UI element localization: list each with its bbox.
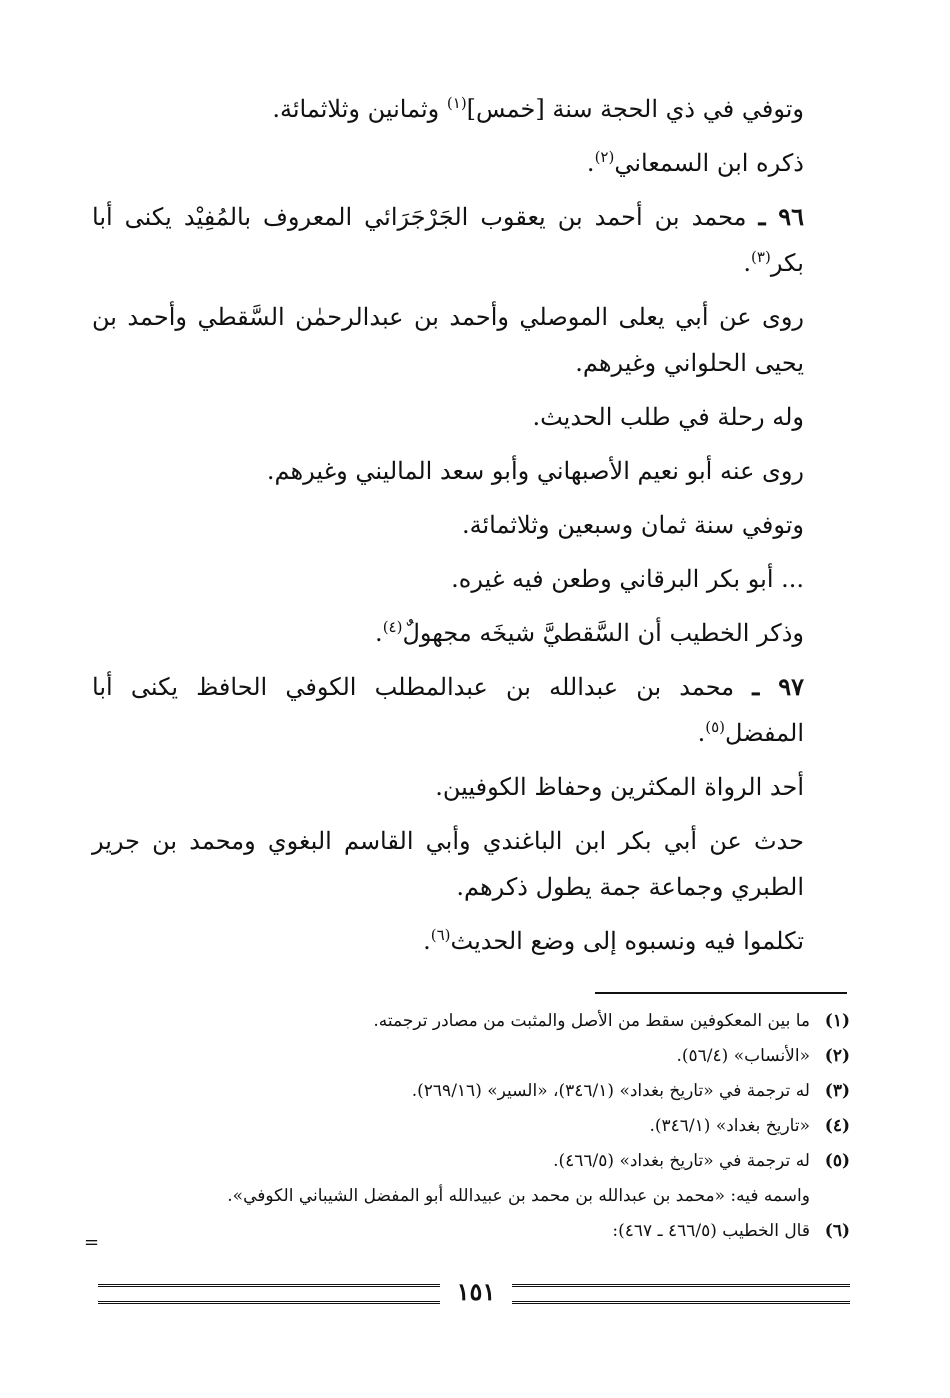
paragraph-text: وله رحلة في طلب الحديث. — [532, 403, 804, 431]
footnote-number: (٣) — [824, 1081, 850, 1101]
footnote-text: له ترجمة في «تاريخ بغداد» (٣٤٦/١)، «السير» (٢٦٩/١٦). — [411, 1081, 810, 1101]
footnote-text: «تاريخ بغداد» (٣٤٦/١). — [649, 1116, 810, 1136]
footnote-ref: (٥) — [705, 718, 726, 736]
paragraph-text: محمد بن عبدالله بن عبدالمطلب الكوفي الحافظ يكنى أبا المفضل — [92, 673, 804, 747]
paragraph-text: محمد بن أحمد بن يعقوب الجَرْجَرَائي المعروف بالمُفِيْد يكنى أبا بكر — [92, 203, 804, 277]
paragraph-text: وذكر الخطيب أن السَّقطيَّ شيخَه مجهولٌ — [402, 619, 804, 647]
continuation-mark: = — [84, 1232, 100, 1253]
paragraph — [92, 502, 850, 548]
paragraph-text: ... أبو بكر البرقاني وطعن فيه غيره. — [451, 565, 804, 593]
footer-rule-right — [512, 1284, 850, 1304]
footnote — [120, 1109, 850, 1144]
footnote-text: قال الخطيب (٤٦٦/٥ ـ ٤٦٧): — [612, 1221, 810, 1241]
paragraph-text: وتوفي في ذي الحجة سنة [خمس] — [466, 95, 804, 123]
entry-number: ٩٦ ـ — [758, 202, 804, 231]
footnote-text: ما بين المعكوفين سقط من الأصل والمثبت من مصادر ترجمته. — [373, 1011, 810, 1031]
footnote-ref: (٣) — [751, 248, 771, 266]
paragraph — [92, 394, 850, 440]
footnote-ref: (١) — [446, 94, 467, 112]
footnote-ref: (٤) — [382, 618, 403, 636]
footnote-ref: (٦) — [430, 926, 451, 944]
paragraph — [92, 818, 850, 910]
paragraph — [92, 448, 850, 494]
paragraph-text: . — [586, 149, 595, 177]
footnote-number: (٦) — [824, 1221, 850, 1241]
entry-heading — [92, 194, 850, 286]
footnote-number: (١) — [824, 1011, 850, 1031]
paragraph-text: روى عنه أبو نعيم الأصبهاني وأبو سعد الماليني وغيرهم. — [266, 457, 804, 485]
footnote — [120, 1214, 850, 1249]
paragraph — [92, 294, 850, 386]
footnote-text: له ترجمة في «تاريخ بغداد» (٤٦٦/٥). — [553, 1151, 810, 1171]
footnote-number: (٥) — [824, 1151, 850, 1171]
paragraph — [92, 86, 850, 132]
paragraph-text: . — [743, 249, 752, 277]
footnote — [120, 1004, 850, 1039]
page-number: ١٥١ — [456, 1277, 496, 1306]
paragraph — [92, 764, 850, 810]
paragraph-text: ذكره ابن السمعاني — [614, 149, 804, 177]
paragraph-text: أحد الرواة المكثرين وحفاظ الكوفيين. — [435, 773, 804, 801]
paragraph-text: تكلموا فيه ونسبوه إلى وضع الحديث — [450, 927, 804, 955]
main-text — [92, 86, 850, 972]
paragraph-text: وثمانين وثلاثمائة. — [272, 95, 447, 123]
entry-heading — [92, 664, 850, 756]
footnote — [120, 1074, 850, 1109]
entry-number: ٩٧ ـ — [752, 672, 804, 701]
paragraph-text: . — [423, 927, 431, 955]
paragraph-text: . — [697, 719, 706, 747]
footnote-separator — [595, 992, 847, 994]
footer-rule-left — [98, 1284, 440, 1304]
paragraph-text: وتوفي سنة ثمان وسبعين وثلاثمائة. — [461, 511, 804, 539]
paragraph — [92, 556, 850, 602]
footnote-text: واسمه فيه: «محمد بن عبدالله بن محمد بن عبيدالله أبو المفضل الشيباني الكوفي». — [227, 1186, 810, 1206]
footnote-number: (٤) — [824, 1116, 850, 1136]
paragraph-text: حدث عن أبي بكر ابن الباغندي وأبي القاسم البغوي ومحمد بن جرير الطبري وجماعة جمة يطول ذكرهم. — [92, 827, 804, 901]
paragraph — [92, 610, 850, 656]
footnote-ref: (٢) — [594, 148, 615, 166]
paragraph-text: روى عن أبي يعلى الموصلي وأحمد بن عبدالرحمٰن السَّقطي وأحمد بن يحيى الحلواني وغيرهم. — [92, 303, 804, 377]
footnote — [120, 1144, 850, 1179]
paragraph — [92, 918, 850, 964]
footnote-continuation — [120, 1179, 850, 1214]
footnote — [120, 1039, 850, 1074]
footnote-text: «الأنساب» (٥٦/٤). — [676, 1046, 810, 1066]
paragraph — [92, 140, 850, 186]
footnote-number: (٢) — [824, 1046, 850, 1066]
paragraph-text: . — [375, 619, 383, 647]
footnotes — [120, 1004, 850, 1249]
